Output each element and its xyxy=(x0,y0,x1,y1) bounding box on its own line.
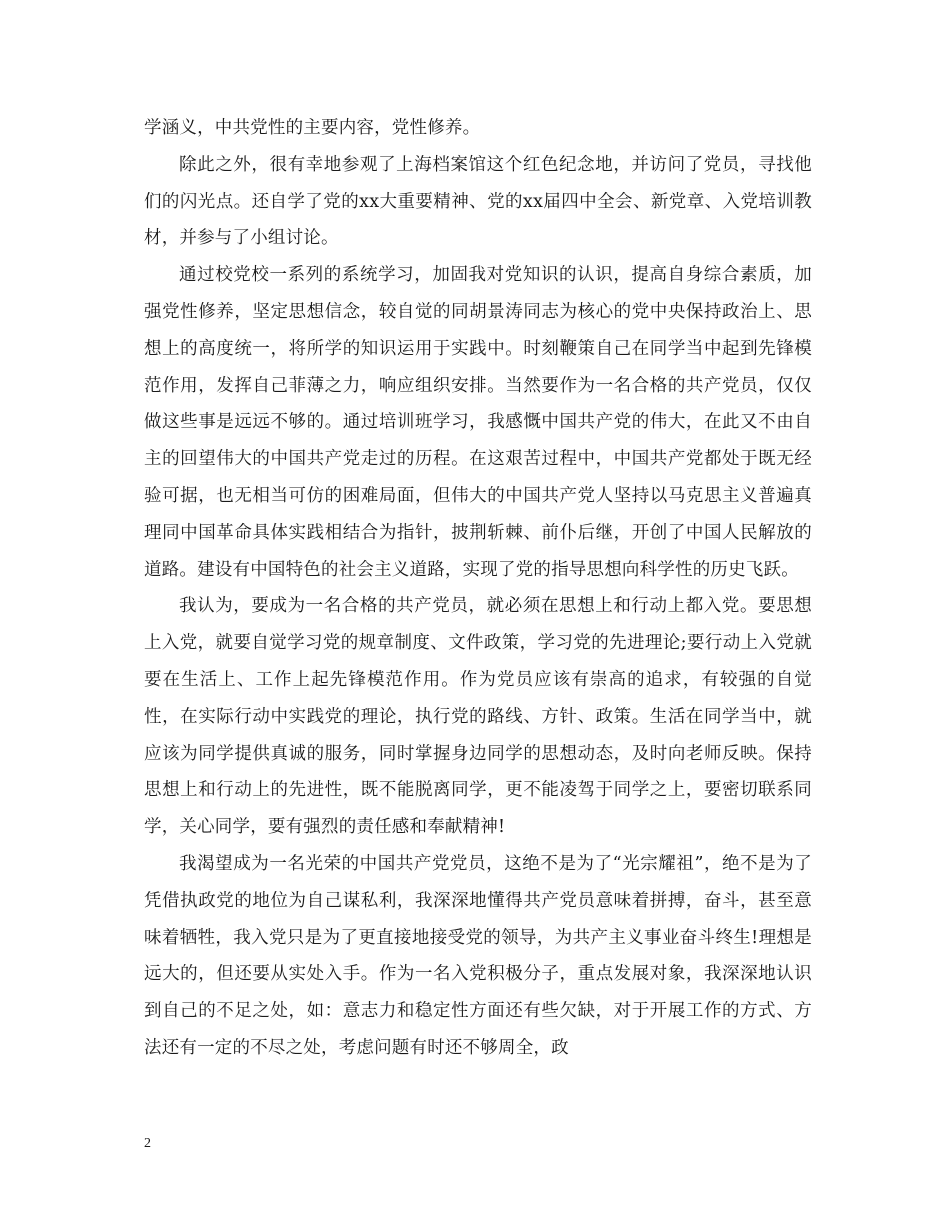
paragraph-1: 学涵义，中共党性的主要内容，党性修养。 xyxy=(144,118,481,138)
paragraph-3: 通过校党校一系列的系统学习，加固我对党知识的认识，提高自身综合素质，加强党性修养，坚定思想信念，较自觉的同胡景涛同志为核心的党中央保持政治上、思想上的高度统一，将所学的知识运用于实践中。时刻鞭策自己在同学当中起到先锋模范作用，发挥自己菲薄之力，响应组织安排。当然要作为一名合格的共产党员，仅仅做这些事是远远不够的。通过培训班学习，我感慨中国共产党的伟大，在此又不由自主的回望伟大的中国共产党走过的历程。在这艰苦过程中，中国共产党都处于既无经验可据，也无相当可仿的困难局面，但伟大的中国共产党人坚持以马克思主义普遍真理同中国革命具体实践相结合为指针，披荆斩棘、前仆后继，开创了中国人民解放的道路。建设有中国特色的社会主义道路，实现了党的指导思想向科学性的历史飞跃。 xyxy=(144,265,812,580)
document-body xyxy=(144,110,812,1067)
paragraph-2: 除此之外，很有幸地参观了上海档案馆这个红色纪念地，并访问了党员，寻找他们的闪光点。还自学了党的xx大重要精神、党的xx届四中全会、新党章、入党培训教材，并参与了小组讨论。 xyxy=(144,154,812,249)
paragraph-5: 我渴望成为一名光荣的中国共产党党员，这绝不是为了“光宗耀祖”，绝不是为了凭借执政党的地位为自己谋私利，我深深地懂得共产党员意味着拼搏，奋斗，甚至意味着牺牲，我入党只是为了更直接地接受党的领导，为共产主义事业奋斗终生!理想是远大的，但还要从实处入手。作为一名入党积极分子，重点发展对象，我深深地认识到自己的不足之处，如：意志力和稳定性方面还有些欠缺，对于开展工作的方式、方法还有一定的不尽之处，考虑问题有时还不够周全，政 xyxy=(144,853,812,1058)
page-number: 2 xyxy=(144,1136,151,1151)
paragraph-4: 我认为，要成为一名合格的共产党员，就必须在思想上和行动上都入党。要思想上入党，就要自觉学习党的规章制度、文件政策，学习党的先进理论;要行动上入党就要在生活上、工作上起先锋模范作用。作为党员应该有崇高的追求，有较强的自觉性，在实际行动中实践党的理论，执行党的路线、方针、政策。生活在同学当中，就应该为同学提供真诚的服务，同时掌握身边同学的思想动态，及时向老师反映。保持思想上和行动上的先进性，既不能脱离同学，更不能凌驾于同学之上，要密切联系同学，关心同学，要有强烈的责任感和奉献精神! xyxy=(144,596,812,838)
